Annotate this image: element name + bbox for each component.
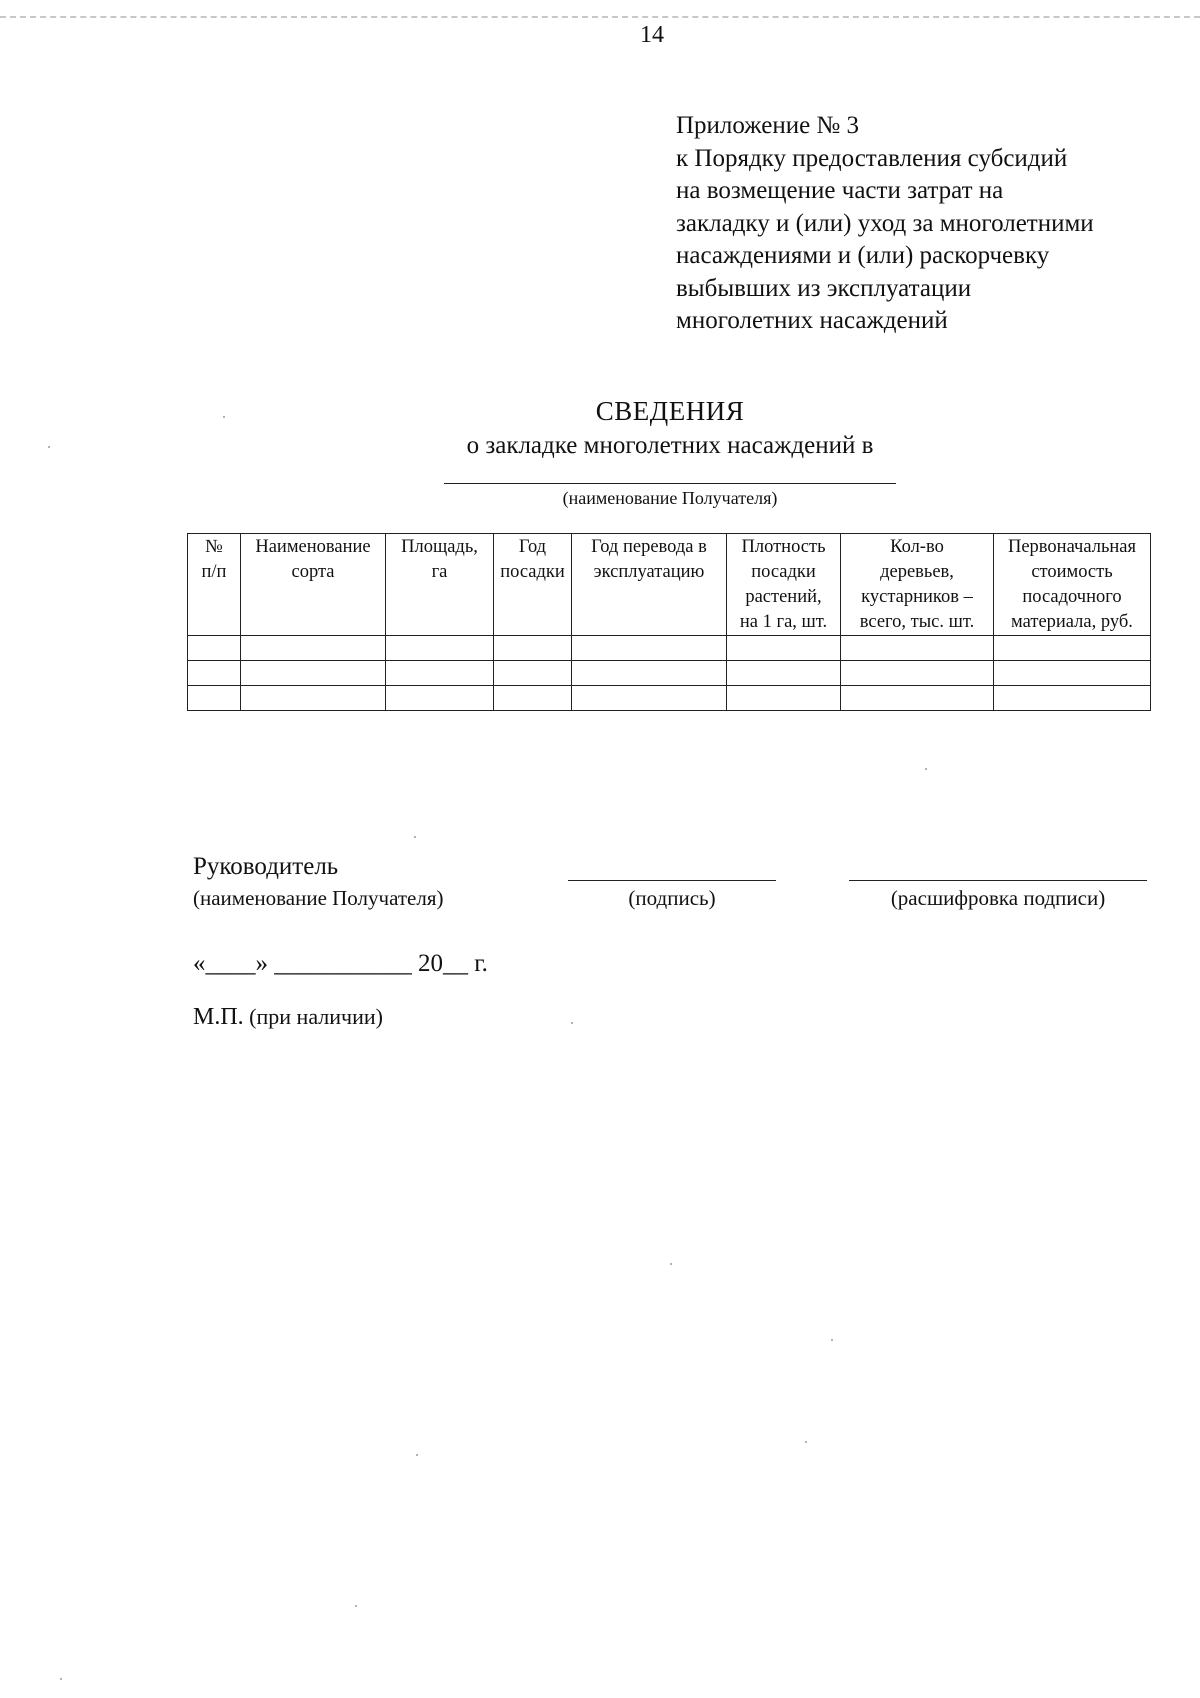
table-cell — [994, 686, 1151, 711]
recipient-caption: (наименование Получателя) — [562, 488, 778, 508]
table-header-cell — [572, 534, 727, 636]
table-header-line: № — [205, 537, 223, 557]
signature-caption: (подпись) — [628, 886, 716, 910]
table-cell — [572, 686, 727, 711]
table-cell — [188, 636, 241, 661]
table-body — [188, 636, 1151, 711]
signature-label: Руководитель — [193, 853, 339, 880]
table-header-line: кустарников – — [861, 587, 973, 607]
page-number: 14 — [640, 22, 664, 48]
table-header-line: сорта — [291, 562, 335, 582]
recipient-blank-line — [444, 483, 896, 484]
table-cell — [727, 661, 841, 686]
appendix-line: выбывших из эксплуатации — [676, 274, 972, 302]
scan-speck — [60, 1678, 62, 1680]
table-header-line: га — [431, 562, 448, 582]
stamp-place — [193, 1004, 383, 1031]
table-cell — [994, 636, 1151, 661]
planting-data-table — [187, 533, 1151, 711]
stamp-note: (при наличии) — [249, 1004, 383, 1029]
table-header-cell — [841, 534, 994, 636]
table-header-line: Первоначальная — [1007, 537, 1137, 557]
table-cell — [494, 661, 572, 686]
appendix-line: к Порядку предоставления субсидий — [676, 144, 1068, 172]
scan-speck — [571, 1022, 573, 1024]
signature-decode-blank-line — [849, 880, 1147, 881]
table-header-line: всего, тыс. шт. — [859, 612, 975, 632]
table-cell — [386, 686, 494, 711]
appendix-line: на возмещение части затрат на — [676, 177, 1004, 204]
table-header-cell — [386, 534, 494, 636]
table-header-line: посадки — [751, 562, 816, 582]
table-row — [188, 636, 1151, 661]
table-cell — [494, 686, 572, 711]
table-cell — [572, 636, 727, 661]
appendix-block — [676, 110, 1176, 338]
scan-edge-artifact — [0, 16, 1200, 18]
table-cell — [386, 636, 494, 661]
table-cell — [727, 636, 841, 661]
scan-speck — [416, 1454, 418, 1456]
appendix-line: Приложение № 3 — [676, 112, 860, 139]
document-title: СВЕДЕНИЯ — [595, 396, 745, 426]
table-row — [188, 661, 1151, 686]
table-header-line: посадки — [500, 562, 565, 582]
stamp-mp: М.П. — [193, 1004, 244, 1030]
table-header-line: деревьев, — [880, 562, 954, 582]
table-row — [188, 686, 1151, 711]
table-header-line: Площадь, — [401, 537, 478, 557]
table-cell — [841, 661, 994, 686]
table-cell — [994, 661, 1151, 686]
scan-speck — [831, 1339, 833, 1341]
table-header-cell — [494, 534, 572, 636]
table-header-cell — [241, 534, 386, 636]
scan-speck — [925, 768, 927, 770]
table-cell — [386, 661, 494, 686]
table-header-line: Плотность — [741, 537, 826, 557]
table-header-line: Наименование — [255, 537, 371, 557]
table-cell — [241, 661, 386, 686]
table-header-line: посадочного — [1022, 587, 1122, 607]
document-subtitle: о закладке многолетних насаждений в — [466, 432, 874, 459]
scan-speck — [670, 1263, 672, 1265]
scan-speck — [414, 836, 416, 838]
appendix-line: насаждениями и (или) раскорчевку — [676, 242, 1050, 269]
table-header-cell — [994, 534, 1151, 636]
table-cell — [572, 661, 727, 686]
scan-speck — [223, 416, 225, 418]
table-cell — [841, 686, 994, 711]
table-header-cell — [727, 534, 841, 636]
appendix-line: закладку и (или) уход за многолетними — [676, 209, 1094, 237]
scan-speck — [805, 1441, 807, 1443]
table-cell — [188, 661, 241, 686]
table-header-line: Год — [518, 537, 547, 557]
appendix-line: многолетних насаждений — [676, 307, 948, 334]
table-header-line: стоимость — [1031, 562, 1113, 582]
table-header-line: растений, — [745, 587, 822, 607]
table-header-line: п/п — [201, 562, 227, 582]
signature-decode-caption: (расшифровка подписи) — [890, 886, 1106, 910]
table-cell — [494, 636, 572, 661]
scan-speck — [355, 1605, 357, 1607]
table-header-line: Год перевода в — [591, 537, 707, 557]
table-cell — [841, 636, 994, 661]
table-cell — [727, 686, 841, 711]
table-header-row — [188, 534, 1151, 636]
table-header-cell — [188, 534, 241, 636]
table-cell — [241, 636, 386, 661]
table-header-line: эксплуатацию — [593, 562, 705, 582]
date-line: «____» ___________ 20__ г. — [193, 950, 488, 977]
signature-label-caption: (наименование Получателя) — [193, 886, 444, 910]
table-header-line: на 1 га, шт. — [739, 612, 828, 632]
table-header-line: материала, руб. — [1011, 612, 1133, 632]
scan-speck — [48, 446, 50, 448]
table-cell — [241, 686, 386, 711]
table-cell — [188, 686, 241, 711]
signature-blank-line — [568, 880, 776, 881]
table-header-line: Кол-во — [890, 537, 944, 557]
